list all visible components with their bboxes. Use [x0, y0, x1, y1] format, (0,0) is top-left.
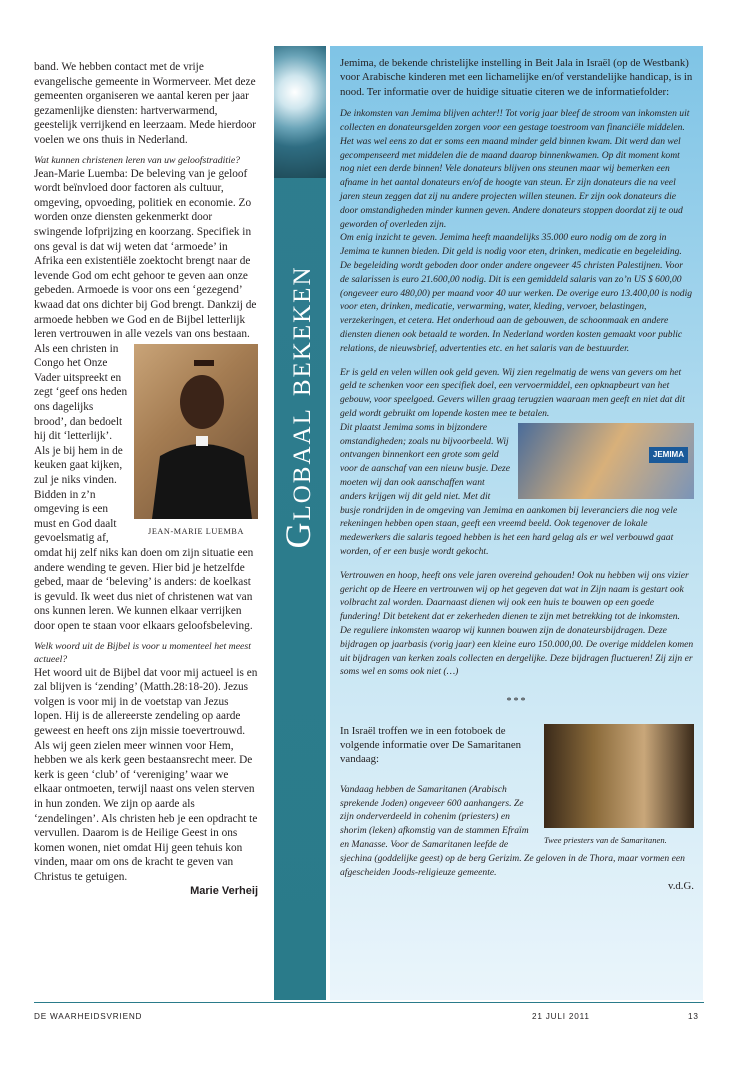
photo-caption: JEAN-MARIE LUEMBA: [148, 526, 244, 536]
separator-stars: ***: [506, 696, 528, 708]
samaritans-image: [544, 724, 694, 828]
paragraph: In Israël troffen we in een fotoboek de volgende informatie over De Samaritanen vandaag:: [340, 724, 522, 766]
footer-magazine: DE WAARHEIDSVRIEND: [34, 1012, 143, 1021]
article-column: [34, 60, 258, 899]
portrait-image: [134, 344, 258, 519]
author-signature: Marie Verheij: [190, 885, 258, 898]
section-band: [274, 46, 326, 1000]
footer-date: 21 JULI 2011: [532, 1012, 590, 1021]
quote-paragraph: Er is geld en velen willen ook geld geven. Wij zien regelmatig de wens van gevers om het geld te schenken voor een specifiek doel, een vervoermiddel, een opknapbeurt van het gebouw, voor speelgoed. Gevers willen graag terugzien waaraan men geeft en niet dat dit geld wordt gebruikt om lopende kosten mee te betalen.: [340, 366, 685, 419]
paragraph: Als een christen in Congo het Onze Vader uitspreekt en zegt ‘geef ons heden ons dagelijks brood’, dan bedoelt hij dit ‘letterlijk’. Als je bij hem in de keuken gaat kijken, zul je niks vinden. Bidden in z’n omgeving is een must en God daalt gevoelsmatig af, omdat hij zelf niks kan doen om zijn situatie een andere wending te geven. Hier bid je hetzelfde gebed, maar de ‘beleving’ is anders: de koelkast is gevuld. Ik weet dus niet of christenen wat van ons kunnen leren. We kunnen elkaar verrijken door open te staan voor elkaars geloofsbeleving.: [34, 342, 254, 632]
interview-question: Welk woord uit de Bijbel is voor u momenteel het meest actueel?: [34, 640, 251, 665]
samaritans-photo: [544, 724, 694, 847]
jemima-logo: JEMIMA: [649, 447, 688, 463]
paragraph: band. We hebben contact met de vrije evangelische gemeente in Wormerveer. Met deze gemeenten organiseren we aantal keren per jaar gezamenlijke diensten: hartverwarmend, geestelijk verrijkend en leerzaam. Mede hierdoor voelen we ons thuis in Nederland.: [34, 61, 257, 146]
jemima-photo: [518, 423, 694, 499]
interview-question: Wat kunnen christenen leren van uw geloofstraditie?: [34, 154, 241, 166]
photo-caption: Twee priesters van de Samaritanen.: [544, 834, 667, 845]
portrait-photo: [134, 344, 258, 540]
footer-rule: [34, 1002, 704, 1003]
quote-paragraph: Vertrouwen en hoop, heeft ons vele jaren overeind gehouden! Ook nu hebben wij ons vizier gericht op de Heere en vertrouwen wij op het gegeven dat wat in Zijn naam is gestart ook volbracht zal worden. Daarnaast dienen wij ook een huis te bouwen op een goede fundering! Dit betekent dat er zekerheden dienen te zijn met betrekking tot de inkomsten.: [340, 569, 689, 623]
quote-paragraph: Vandaag hebben de Samaritanen (Arabisch sprekende Joden) ongeveer 600 aanhangers. Ze zijn onderverdeeld in cohenim (priesters) en shorim (leken) afkomstig van de stammen Efraïm en Manasse. Voor de Samaritanen leefde de sjechina (goddelijke geest) op de berg Gerizim. Ze geloven in de Thora, maar vormen een afgescheiden Joods-religieuze gemeente.: [340, 783, 685, 878]
quote-paragraph: Dit plaatst Jemima soms in bijzondere omstandigheden; zoals nu bijvoorbeeld. Wij ontvangen binnenkort een grote som geld voor de aanschaf van een nieuw busje. Deze moeten wij dan ook aanschaffen want anders krijgen wij dit geld niet. Met dit busje rondrijden in de omgeving van Jemima en aankomen bij leveranciers die nog vele rekeningen hebben open staan, geeft een vreemd beeld. Ook tegenover de lokale medewerkers die salaris tegoed hebben is het een hard gelag als er wel verbouwd gaat worden, of er een busje wordt gekocht.: [340, 421, 678, 557]
quote-paragraph: Om enig inzicht te geven. Jemima heeft maandelijks 35.000 euro nodig om de zorg in Jemima te kunnen bieden. Dit geld is nodig voor eten, drinken, medicatie en begeleiding. De begeleiding wordt geboden door onder andere ongeveer 45 christen Palestijnen. Voor de salarissen is euro 21.600,00 nodig. Dit is een gemiddeld salaris van zo’n US $ 600,00 (ongeveer euro 480,00) per maand voor 40 uur werken. De overige euro 13.400,00 is nodig voor eten, drinken, medicatie, verwarming, water, kleding, vervoer, belastingen, verzekeringen, et cetera. Het onderhoud aan de gebouwen, de schoonmaak en andere diensten dienen ook betaald te worden. In Nederland worden kosten gemaakt voor public relations, de nieuwsbrief, advertenties etc. en het salaris van de bestuurder.: [340, 232, 693, 354]
page-number: 13: [688, 1012, 699, 1021]
author-initials: v.d.G.: [668, 880, 694, 893]
paragraph: Het woord uit de Bijbel dat voor mij actueel is en zal blijven is ‘zending’ (Matth.28:18-20). Jezus volgen is voor mij in de voetstap van Jezus lopen. Hij is de allereerste zendeling op aarde geweest en heeft ons zijn missie toevertrouwd. Als wij geen zielen meer winnen voor Hem, hebben we als kerk geen bestaansrecht meer. De kerk is geen ‘club’ of ‘vereniging’ waar we elkaar ontmoeten, terwijl naast ons velen sterven in hun zonden. We zijn op aarde als ‘zendelingen’. Als christen heb je een opdracht te vervullen. Daarom is de Heilige Geest in ons komen wonen, niet omdat Hij geen tehuis kon vinden, maar om ons de kracht te geven van Christus te getuigen.: [34, 666, 258, 883]
paragraph: Jean-Marie Luemba: De beleving van je geloof wordt beïnvloed door factoren als cultuur, omgeving, opvoeding, politiek en economie. Zo worden onze diensten gekenmerkt door swingende lofprijzing en koorzang. Specifiek in ons geval is dat wij weten dat ‘armoede’ in Afrika een existentiële zoektocht brengt naar de levende God om echt gehoor te geven aan onze gebeden. Armoede is voor ons een ‘gezegend’ kwaad dat ons dichter bij God brengt. Dankzij de armoede hebben we God en de Bijbel letterlijk leren vertrouwen in alle vezels van ons bestaan.: [34, 167, 257, 341]
quote-paragraph: De reguliere inkomsten waarop wij kunnen bouwen zijn de donateursbijdragen. Deze bijdragen op jaarbasis (vorig jaar) een kleine euro 150.000,00. De overige middelen komen uit bijdragen van kerken zoals collecten en dergelijke. Deze bijdragen fluctueren! Zij zijn er soms wel en soms ook niet (…): [340, 624, 694, 678]
sidebar-intro: Jemima, de bekende christelijke instelling in Beit Jala in Israël (op de Westbank) voor Arabische kinderen met een lichamelijke en/of verstandelijke handicap, is in nood. Ter informatie over de huidige situatie citeren we de informatiefolder:: [340, 57, 693, 98]
quote-paragraph: De inkomsten van Jemima blijven achter!! Tot vorig jaar bleef de stroom van inkomsten uit collecten en donateursgelden zorgen voor een gestage toestroom van financiële middelen. Het was wel eens zo dat er soms een maand minder geld binnen kwam. Dit werd dan wel gecompenseerd met middelen die de maand daarop binnenkwamen. Op dit moment komt nog niet een derde binnen! Vele donateurs blijven ons steunen maar wij bemerken een afname in het aantal donateurs en/of de hoogte van steun. Er zijn donateurs die na veel jaren steun zeggen dat zij nu andere projecten willen steunen. Er zijn ook donateurs die door omstandigheden minder kunnen geven. Andere donateurs stoppen doordat zij te oud geworden of overleden zijn.: [340, 108, 690, 230]
sidebar-box: [330, 46, 703, 1000]
section-title: Globaal bekeken: [278, 265, 318, 549]
